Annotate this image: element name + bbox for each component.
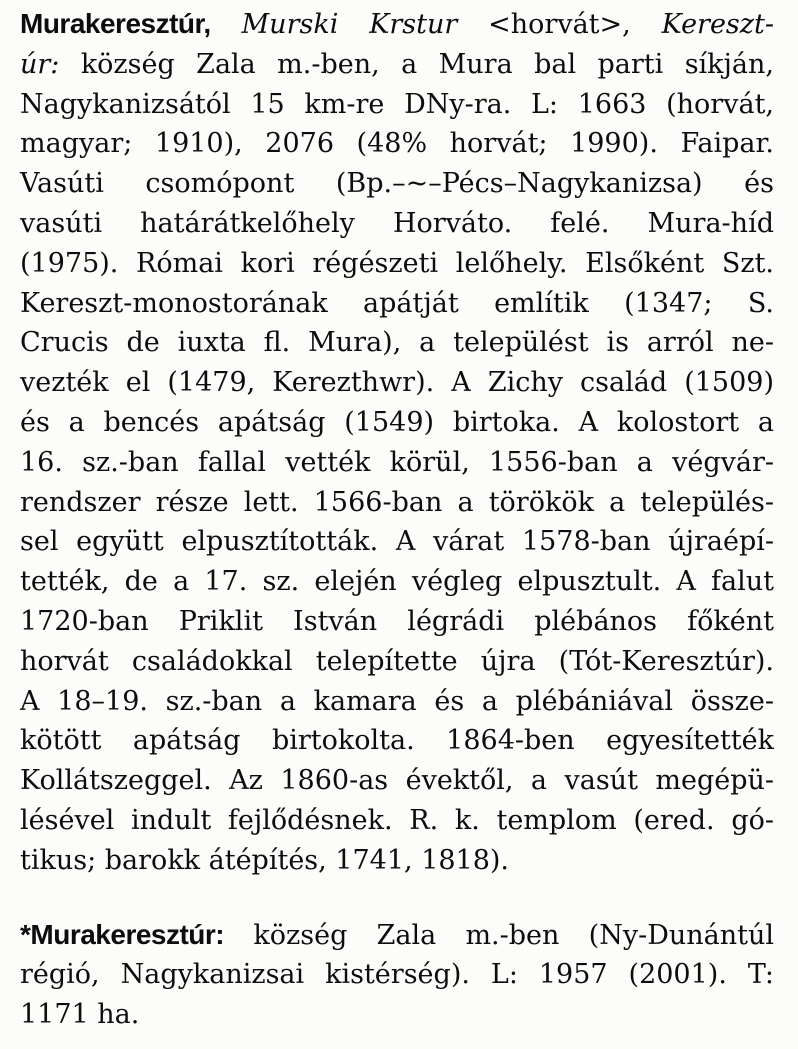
text-line	[20, 363, 774, 403]
text-segment: (1975). Római kori régészeti lelőhely. Elsőként Szt.	[20, 247, 774, 279]
text-line	[20, 801, 774, 841]
text-segment: Vasúti csomópont (Bp.–~–Pécs–Nagykanizsa) és	[20, 168, 774, 200]
text-line	[20, 483, 774, 523]
text-column	[20, 4, 774, 1035]
text-line	[20, 443, 774, 483]
text-segment: A 18–19. sz.-ban a kamara és a plébániával össze-	[20, 685, 774, 717]
text-line	[20, 323, 774, 363]
entry-murakeresztur	[20, 4, 774, 881]
text-line	[20, 204, 774, 244]
text-segment: és a bencés apátság (1549) birtoka. A kolostort a	[20, 406, 774, 438]
text-segment	[211, 9, 242, 40]
headword: *Murakeresztúr:	[20, 918, 225, 950]
text-line	[20, 955, 774, 995]
headword: Murakeresztúr,	[20, 8, 211, 39]
text-line	[20, 164, 774, 204]
text-line	[20, 721, 774, 761]
text-segment: kötött apátság birtokolta. 1864-ben egyesítették	[20, 725, 774, 757]
text-segment: <horvát>,	[457, 9, 662, 40]
text-line	[20, 85, 774, 125]
text-segment: sel együtt elpusztították. A várat 1578-ban újraépí-	[20, 526, 774, 558]
text-line	[20, 995, 774, 1035]
text-line	[20, 642, 774, 682]
text-segment: Murski Krstur	[241, 9, 458, 40]
text-line	[20, 841, 774, 881]
text-line	[20, 522, 774, 562]
text-segment: Nagykanizsától 15 km-re DNy-ra. L: 1663 (horvát,	[20, 88, 774, 120]
text-segment: Kereszt-	[661, 9, 774, 40]
text-line	[20, 761, 774, 801]
text-segment: Kereszt-monostorának apátját említik (1347; S.	[20, 287, 774, 319]
text-line	[20, 284, 774, 324]
text-segment: község Zala m.-ben, a Mura bal parti síkján,	[59, 48, 774, 80]
text-line	[20, 403, 774, 443]
text-line	[20, 4, 774, 45]
text-segment: lésével indult fejlődésnek. R. k. templom (ered. gó-	[20, 804, 774, 836]
text-line	[20, 915, 774, 956]
text-segment: Crucis de iuxta fl. Mura), a települést is arról ne-	[20, 327, 774, 359]
text-segment: magyar; 1910), 2076 (48% horvát; 1990). Faipar.	[20, 128, 774, 160]
text-segment: 1720-ban Priklit István légrádi plébános főként	[20, 605, 774, 637]
text-segment: 16. sz.-ban fallal vették körül, 1556-ban a végvár-	[20, 446, 774, 478]
text-segment: úr:	[20, 48, 60, 80]
text-segment: 1171 ha.	[20, 999, 140, 1031]
text-segment: tették, de a 17. sz. elején végleg elpusztult. A falut	[20, 566, 774, 598]
text-segment: község Zala m.-ben (Ny-Dunántúl	[224, 919, 774, 951]
text-segment: horvát családokkal telepítette újra (Tót-Keresztúr).	[20, 645, 774, 677]
text-segment: vasúti határátkelőhely Horváto. felé. Mura-híd	[20, 207, 774, 239]
text-segment: vezték el (1479, Kerezthwr). A Zichy család (1509)	[20, 367, 774, 399]
text-line	[20, 562, 774, 602]
text-line	[20, 244, 774, 284]
text-segment: rendszer része lett. 1566-ban a törökök a település-	[20, 486, 774, 518]
text-segment: régió, Nagykanizsai kistérség). L: 1957 (2001). T:	[20, 959, 774, 991]
text-segment: Kollátszeggel. Az 1860-as évektől, a vasút megépü-	[20, 765, 774, 797]
text-line	[20, 124, 774, 164]
text-segment: tikus; barokk átépítés, 1741, 1818).	[20, 844, 510, 876]
text-line	[20, 602, 774, 642]
text-line	[20, 682, 774, 722]
entry-murakeresztur-modern	[20, 915, 774, 1035]
text-line	[20, 45, 774, 85]
